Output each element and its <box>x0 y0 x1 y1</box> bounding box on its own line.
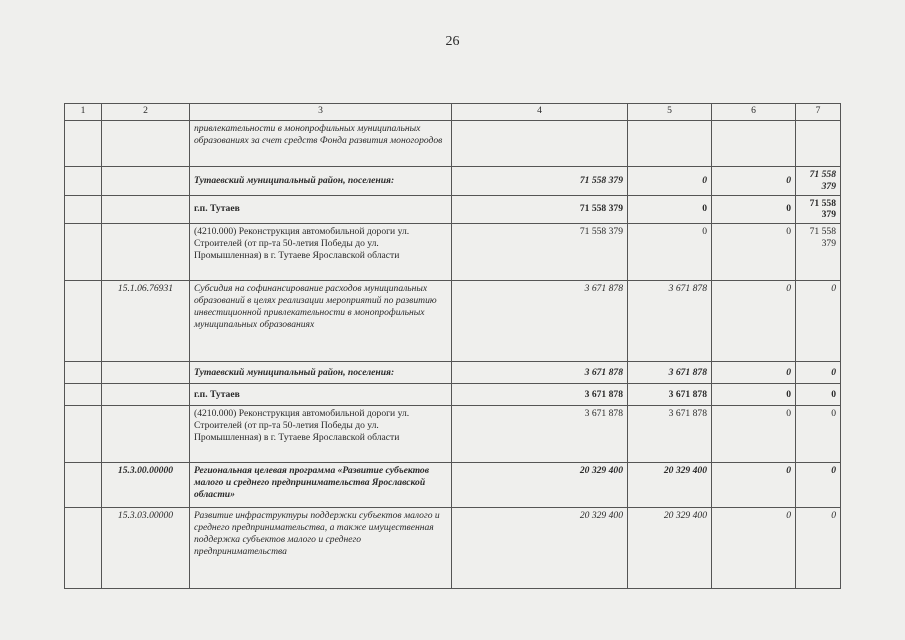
row-cell-amount-5: 0 <box>628 224 712 281</box>
row-cell-amount-6: 0 <box>712 167 796 196</box>
row-cell-amount-7: 0 <box>796 406 841 463</box>
row-cell-amount-6: 0 <box>712 224 796 281</box>
row-cell-code <box>102 362 190 384</box>
row-cell-amount-total: 71 558 379 <box>452 224 628 281</box>
row-cell-code <box>102 167 190 196</box>
row-cell-name: привлекательности в монопрофильных муниципальных образованиях за счет средств Фонда развития моногородов <box>190 121 452 167</box>
table-row <box>65 463 841 508</box>
row-cell-amount-5: 0 <box>628 195 712 224</box>
page-number: 26 <box>445 34 460 49</box>
row-cell-number <box>65 195 102 224</box>
row-cell-amount-5: 3 671 878 <box>628 406 712 463</box>
row-cell-name: Региональная целевая программа «Развитие субъектов малого и среднего предпринимательства Ярославской области» <box>190 463 452 508</box>
row-cell-amount-6: 0 <box>712 508 796 589</box>
row-cell-name: Тутаевский муниципальный район, поселения: <box>190 362 452 384</box>
row-cell-amount-6 <box>712 121 796 167</box>
row-cell-amount-6: 0 <box>712 463 796 508</box>
row-cell-amount-total: 3 671 878 <box>452 384 628 406</box>
table-row <box>65 508 841 589</box>
row-cell-number <box>65 121 102 167</box>
table-row <box>65 362 841 384</box>
row-cell-code <box>102 384 190 406</box>
col-header-7: 7 <box>796 104 841 121</box>
row-cell-amount-6: 0 <box>712 281 796 362</box>
row-cell-name: г.п. Тутаев <box>190 384 452 406</box>
row-cell-amount-6: 0 <box>712 384 796 406</box>
row-cell-name: г.п. Тутаев <box>190 195 452 224</box>
row-cell-amount-7: 0 <box>796 384 841 406</box>
row-cell-amount-7: 0 <box>796 508 841 589</box>
row-cell-name: Тутаевский муниципальный район, поселения: <box>190 167 452 196</box>
table-row <box>65 384 841 406</box>
table-row <box>65 167 841 196</box>
row-cell-amount-5: 3 671 878 <box>628 384 712 406</box>
row-cell-amount-6: 0 <box>712 362 796 384</box>
row-cell-name: (4210.000) Реконструкция автомобильной дороги ул. Строителей (от пр-та 50-летия Победы до ул. Промышленная) в г. Тутаеве Ярославской области <box>190 224 452 281</box>
row-cell-amount-total: 3 671 878 <box>452 362 628 384</box>
col-header-6: 6 <box>712 104 796 121</box>
header-row <box>65 104 841 121</box>
table-row <box>65 281 841 362</box>
row-cell-amount-total: 71 558 379 <box>452 195 628 224</box>
row-cell-amount-7: 0 <box>796 362 841 384</box>
row-cell-amount-5 <box>628 121 712 167</box>
col-header-1: 1 <box>65 104 102 121</box>
row-cell-amount-7: 0 <box>796 281 841 362</box>
row-cell-number <box>65 362 102 384</box>
col-header-3: 3 <box>190 104 452 121</box>
row-cell-number <box>65 406 102 463</box>
row-cell-amount-7: 71 558 379 <box>796 195 841 224</box>
col-header-5: 5 <box>628 104 712 121</box>
row-cell-amount-total: 20 329 400 <box>452 463 628 508</box>
row-cell-code <box>102 195 190 224</box>
row-cell-amount-5: 3 671 878 <box>628 362 712 384</box>
table-row <box>65 121 841 167</box>
table-row <box>65 406 841 463</box>
row-cell-code <box>102 121 190 167</box>
row-cell-amount-total: 20 329 400 <box>452 508 628 589</box>
col-header-2: 2 <box>102 104 190 121</box>
budget-table <box>64 103 841 589</box>
row-cell-amount-total: 3 671 878 <box>452 281 628 362</box>
row-cell-code <box>102 224 190 281</box>
col-header-4: 4 <box>452 104 628 121</box>
row-cell-name: Развитие инфраструктуры поддержки субъектов малого и среднего предпринимательства, а также имущественная поддержка субъектов малого и среднего предпринимательства <box>190 508 452 589</box>
row-cell-code <box>102 406 190 463</box>
row-cell-amount-total: 71 558 379 <box>452 167 628 196</box>
row-cell-amount-5: 3 671 878 <box>628 281 712 362</box>
row-cell-code: 15.3.00.00000 <box>102 463 190 508</box>
row-cell-amount-5: 20 329 400 <box>628 508 712 589</box>
row-cell-amount-5: 20 329 400 <box>628 463 712 508</box>
table-row <box>65 224 841 281</box>
row-cell-amount-total <box>452 121 628 167</box>
row-cell-name: Субсидия на софинансирование расходов муниципальных образований в целях реализации мероприятий по развитию инвестиционной привлекательности в монопрофильных муниципальных образованиях <box>190 281 452 362</box>
row-cell-number <box>65 224 102 281</box>
row-cell-amount-7: 71 558 379 <box>796 224 841 281</box>
row-cell-amount-5: 0 <box>628 167 712 196</box>
row-cell-amount-7: 0 <box>796 463 841 508</box>
row-cell-number <box>65 463 102 508</box>
row-cell-amount-7: 71 558 379 <box>796 167 841 196</box>
row-cell-amount-6: 0 <box>712 195 796 224</box>
row-cell-amount-6: 0 <box>712 406 796 463</box>
row-cell-number <box>65 384 102 406</box>
row-cell-amount-7 <box>796 121 841 167</box>
row-cell-code: 15.1.06.76931 <box>102 281 190 362</box>
row-cell-number <box>65 281 102 362</box>
row-cell-number <box>65 167 102 196</box>
row-cell-number <box>65 508 102 589</box>
row-cell-amount-total: 3 671 878 <box>452 406 628 463</box>
row-cell-name: (4210.000) Реконструкция автомобильной дороги ул. Строителей (от пр-та 50-летия Победы до ул. Промышленная) в г. Тутаеве Ярославской области <box>190 406 452 463</box>
row-cell-code: 15.3.03.00000 <box>102 508 190 589</box>
table-row <box>65 195 841 224</box>
